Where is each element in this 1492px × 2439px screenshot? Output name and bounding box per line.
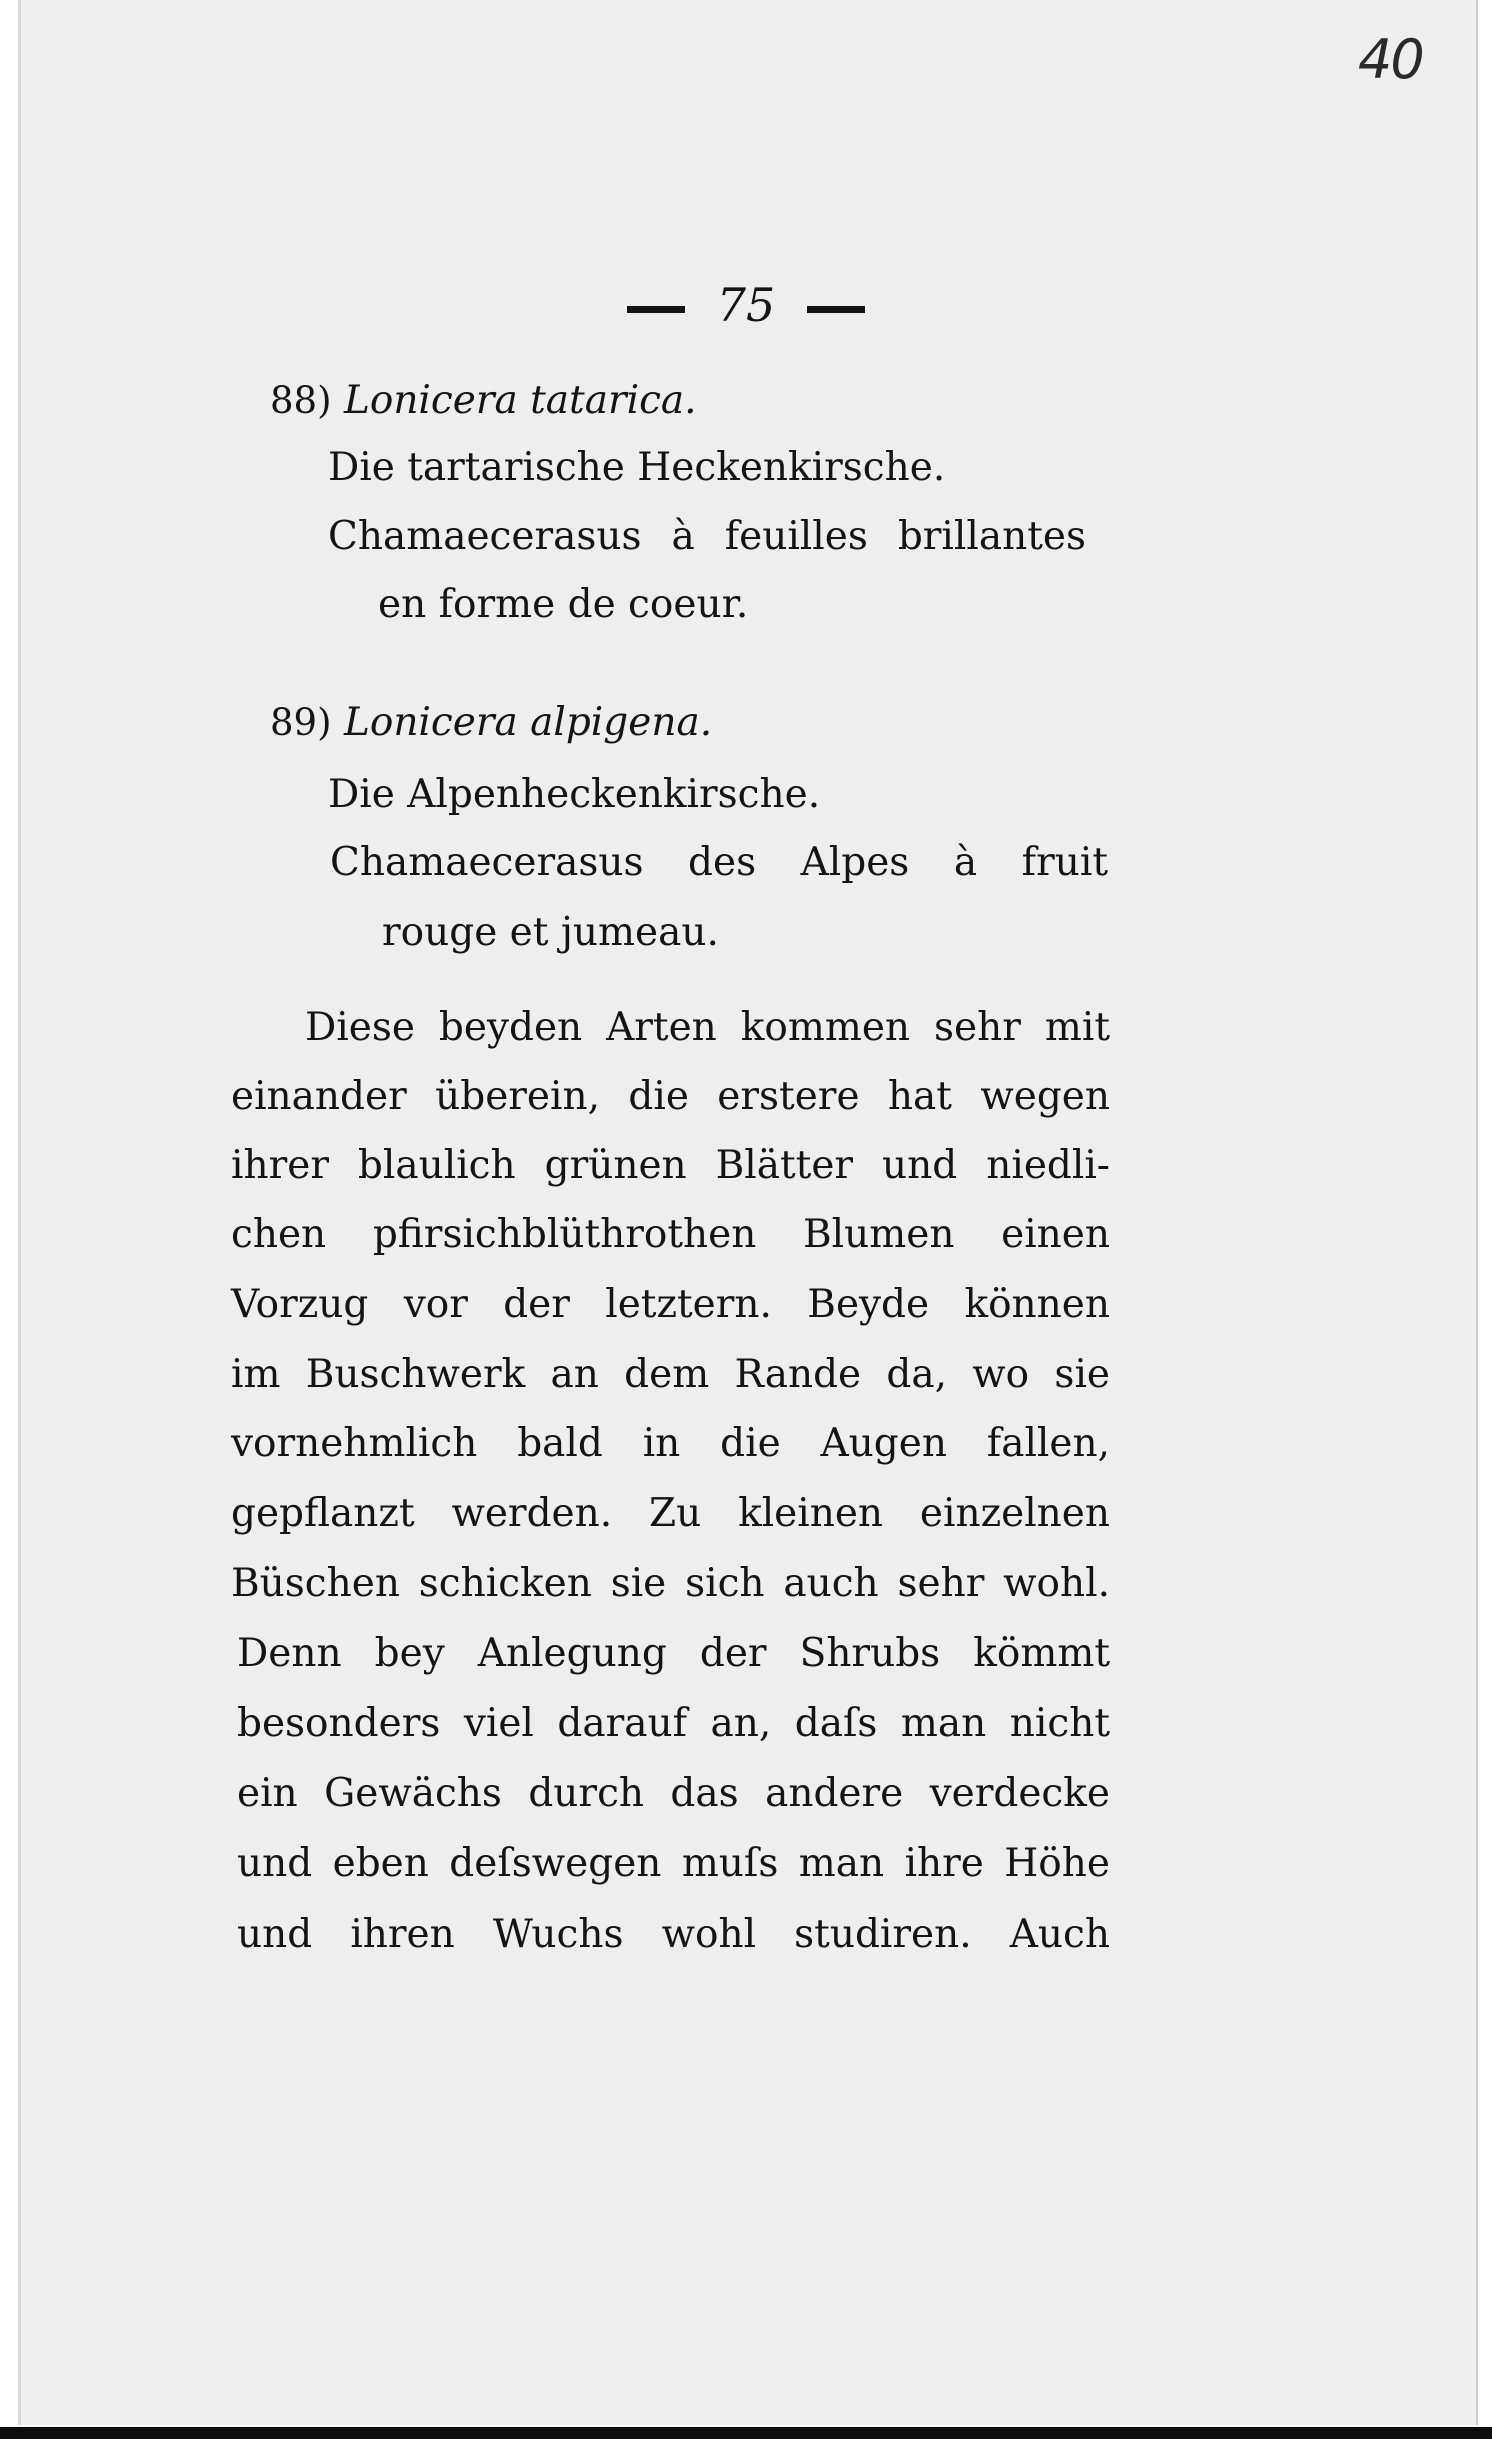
page-number: 75 <box>716 278 776 332</box>
scan-border <box>0 2427 1492 2439</box>
french-name-line: rouge et jumeau. <box>382 910 719 955</box>
paragraph-line: Vorzug vor der letztern. Beyde können <box>231 1282 1110 1327</box>
paragraph-line: und ihren Wuchs wohl studiren. Auch <box>237 1912 1110 1957</box>
paragraph-line: im Buschwerk an dem Rande da, wo sie <box>231 1352 1110 1397</box>
entry-89-heading <box>270 700 713 745</box>
paragraph-line: Büschen schicken sie sich auch sehr wohl. <box>231 1561 1110 1606</box>
french-name-line: Chamaecerasus des Alpes à fruit <box>330 840 1108 885</box>
french-name-line: en forme de coeur. <box>378 582 749 627</box>
paragraph-line: gepflanzt werden. Zu kleinen einzelnen <box>231 1491 1110 1536</box>
handwritten-folio-number: 40 <box>1358 28 1423 91</box>
paragraph-line: Diese beyden Arten kommen sehr mit <box>305 1005 1110 1050</box>
paragraph-line: Denn bey Anlegung der Shrubs kömmt <box>237 1631 1110 1676</box>
paragraph-line: ihrer blaulich grünen Blätter und niedli- <box>231 1143 1110 1188</box>
paragraph-line: und eben deſswegen muſs man ihre Höhe <box>237 1841 1110 1886</box>
paragraph-line: besonders viel darauf an, daſs man nicht <box>237 1701 1110 1746</box>
latin-name: Lonicera alpigena. <box>343 700 713 745</box>
entry-88-heading <box>270 378 697 423</box>
page-header <box>0 278 1492 332</box>
entry-number: 88) <box>270 379 332 422</box>
header-dash-right <box>807 306 865 313</box>
paragraph-line: vornehmlich bald in die Augen fallen, <box>231 1421 1110 1466</box>
latin-name: Lonicera tatarica. <box>343 378 697 423</box>
paragraph-line: chen pfirsichblüthrothen Blumen einen <box>231 1212 1110 1257</box>
german-name: Die Alpenheckenkirsche. <box>328 772 821 817</box>
header-dash-left <box>627 306 685 313</box>
french-name-line: Chamaecerasus à feuilles brillantes <box>328 514 1086 559</box>
entry-number: 89) <box>270 701 332 744</box>
paragraph-line: ein Gewächs durch das andere verdecke <box>237 1771 1110 1816</box>
german-name: Die tartarische Heckenkirsche. <box>328 445 946 490</box>
paragraph-line: einander überein, die erstere hat wegen <box>231 1074 1110 1119</box>
